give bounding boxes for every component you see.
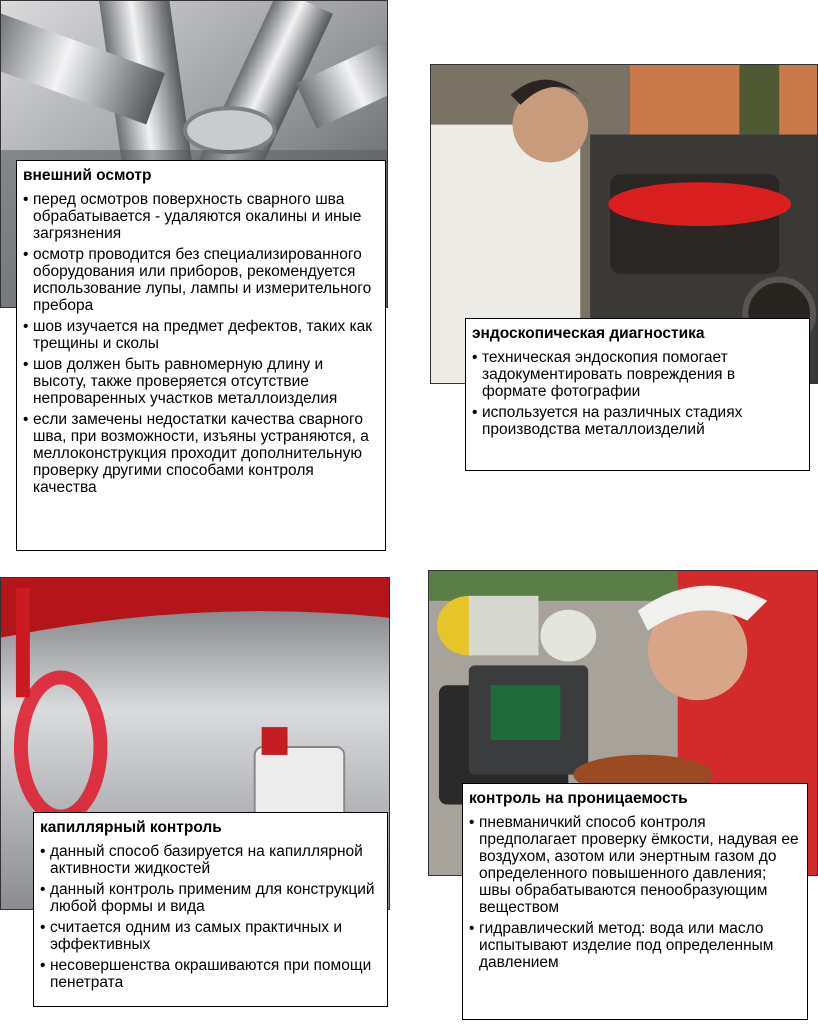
panel-capillary	[33, 812, 388, 1007]
bullet-item: • данный контроль применим для конструкций любой формы и вида	[40, 881, 381, 915]
bullet-item: • несовершенства окрашиваются при помощи пенетрата	[40, 957, 381, 991]
panel-title: внешний осмотр	[23, 167, 152, 184]
panel-title: эндоскопическая диагностика	[472, 325, 705, 342]
bullet-item: • перед осмотров поверхность сварного шва обрабатывается - удаляются окалины и иные загрязнения	[23, 191, 379, 242]
panel-title: контроль на проницаемость	[469, 790, 688, 807]
bullet-item: • если замечены недостатки качества сварного шва, при возможности, изъяны устраняются, а меллоконструкция проходит дополнительную проверку другими способами контроля качества	[23, 411, 379, 496]
bullet-item: • техническая эндоскопия помогает задокументировать повреждения в формате фотографии	[472, 349, 803, 400]
bullet-item: • шов изучается на предмет дефектов, таких как трещины и сколы	[23, 318, 379, 352]
panel-visual-inspection	[16, 160, 386, 551]
panel-endoscopy	[465, 318, 810, 471]
panel-title: капиллярный контроль	[40, 819, 222, 836]
bullet-item: • считается одним из самых практичных и эффективных	[40, 919, 381, 953]
bullet-item: • пневманичкий способ контроля предполагает проверку ёмкости, надувая ее воздухом, азотом или энертным газом до определенного повышенного давления; швы обрабатываются пенообразующим веществом	[469, 814, 801, 916]
panel-permeability	[462, 783, 808, 1020]
bullet-item: • шов должен быть равномерную длину и высоту, также проверяется отсутствие непроваренных участков металлоизделия	[23, 356, 379, 407]
bullet-item: • данный способ базируется на капиллярной активности жидкостей	[40, 843, 381, 877]
bullet-item: • гидравлический метод: вода или масло испытывают изделие под определенным давлением	[469, 920, 801, 971]
bullet-item: • осмотр проводится без специализированного оборудования или приборов, рекомендуется использование лупы, лампы и измерительного пребора	[23, 246, 379, 314]
bullet-item: • используется на различных стадиях производства металлоизделий	[472, 404, 803, 438]
